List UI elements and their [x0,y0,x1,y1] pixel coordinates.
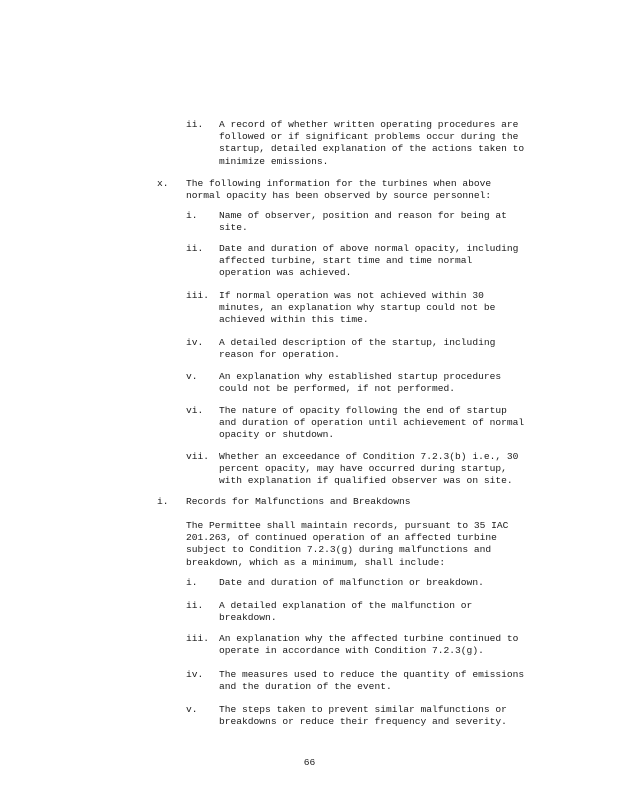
item-number: ii. [186,119,204,130]
item-text: A record of whether written operating procedures are followed or if significant problems occur during the startup, detailed explanation of the actions taken to minimize emissions. [219,119,525,167]
item-number: v. [186,704,198,715]
section-paragraph: The Permittee shall maintain records, pursuant to 35 IAC 201.263, of continued operation of an affected turbine subject to Condition 7.2.3(g) during malfunctions and breakdown, which as a minimum, shall include: [186,520,509,568]
item-number: i. [186,577,198,588]
item-number: v. [186,371,198,382]
item-text: Date and duration of above normal opacity, including affected turbine, start time and time normal operation was achieved. [219,243,519,279]
section-number: i. [157,496,169,507]
item-number: i. [186,210,198,221]
section-number: x. [157,178,169,189]
item-text: A detailed explanation of the malfunction or breakdown. [219,600,473,624]
item-text: Date and duration of malfunction or breakdown. [219,577,484,588]
item-text: The steps taken to prevent similar malfunctions or breakdowns or reduce their frequency and severity. [219,704,507,728]
item-number: iv. [186,337,204,348]
item-text: Whether an exceedance of Condition 7.2.3(b) i.e., 30 percent opacity, may have occurred during startup, with explanation if qualified observer was on site. [219,451,519,487]
item-text: An explanation why established startup procedures could not be performed, if not performed. [219,371,502,395]
item-number: iii. [186,633,210,644]
section-text: The following information for the turbines when above normal opacity has been observed by source personnel: [186,178,492,202]
section-heading: Records for Malfunctions and Breakdowns [186,496,411,507]
item-text: If normal operation was not achieved within 30 minutes, an explanation why startup could not be achieved within this time. [219,290,496,326]
item-text: An explanation why the affected turbine continued to operate in accordance with Condition 7.2.3(g). [219,633,519,657]
item-text: A detailed description of the startup, including reason for operation. [219,337,496,361]
item-text: The measures used to reduce the quantity of emissions and the duration of the event. [219,669,525,693]
item-number: ii. [186,243,204,254]
page-number: 66 [303,757,316,768]
item-number: ii. [186,600,204,611]
item-number: iii. [186,290,210,301]
item-text: The nature of opacity following the end of startup and duration of operation until achievement of normal opacity or shutdown. [219,405,525,441]
item-text: Name of observer, position and reason for being at site. [219,210,507,234]
item-number: vi. [186,405,204,416]
item-number: vii. [186,451,210,462]
item-number: iv. [186,669,204,680]
